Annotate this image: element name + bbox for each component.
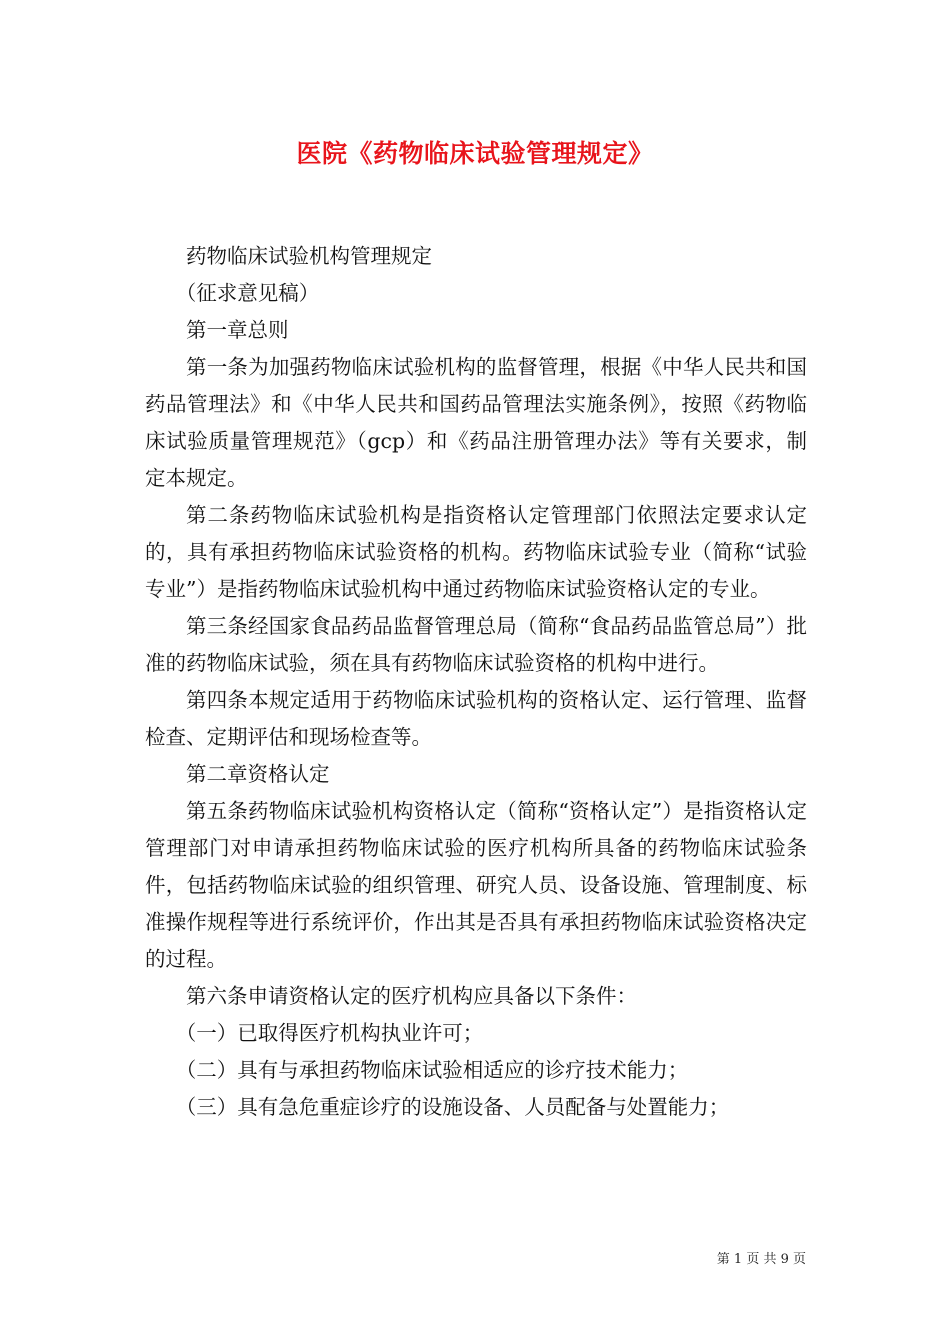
article-paragraph: 第二条药物临床试验机构是指资格认定管理部门依照法定要求认定的，具有承担药物临床试验资格的机构。药物临床试验专业（简称“试验专业”）是指药物临床试验机构中通过药物临床试验资格认定的专业。 [145, 503, 807, 601]
draft-note-paragraph: （征求意见稿） [175, 281, 320, 305]
page-number: 第 1 页 共 9 页 [716, 1252, 806, 1267]
document-body [145, 238, 807, 1126]
article-paragraph: 第五条药物临床试验机构资格认定（简称“资格认定”）是指资格认定管理部门对申请承担药物临床试验的医疗机构所具备的药物临床试验条件，包括药物临床试验的组织管理、研究人员、设备设施、管理制度、标准操作规程等进行系统评价，作出其是否具有承担药物临床试验资格决定的过程。 [145, 799, 807, 971]
list-item: （三）具有急危重症诊疗的设施设备、人员配备与处置能力； [175, 1095, 730, 1119]
article-paragraph: 第一条为加强药物临床试验机构的监督管理，根据《中华人民共和国药品管理法》和《中华人民共和国药品管理法实施条例》，按照《药物临床试验质量管理规范》（gcp）和《药品注册管理办法》等有关要求，制定本规定。 [145, 355, 807, 490]
chapter-heading: 第一章总则 [186, 318, 289, 342]
list-item: （一）已取得医疗机构执业许可； [175, 1021, 484, 1045]
article-paragraph: 第四条本规定适用于药物临床试验机构的资格认定、运行管理、监督检查、定期评估和现场检查等。 [145, 688, 807, 749]
subtitle-paragraph: 药物临床试验机构管理规定 [186, 244, 432, 268]
chapter-heading: 第二章资格认定 [186, 762, 330, 786]
article-paragraph: 第三条经国家食品药品监督管理总局（简称“食品药品监管总局”）批准的药物临床试验，须在具有药物临床试验资格的机构中进行。 [145, 614, 807, 675]
list-item: （二）具有与承担药物临床试验相适应的诊疗技术能力； [175, 1058, 689, 1082]
article-paragraph: 第六条申请资格认定的医疗机构应具备以下条件： [186, 984, 637, 1008]
document-title: 医院《药物临床试验管理规定》 [296, 139, 654, 168]
